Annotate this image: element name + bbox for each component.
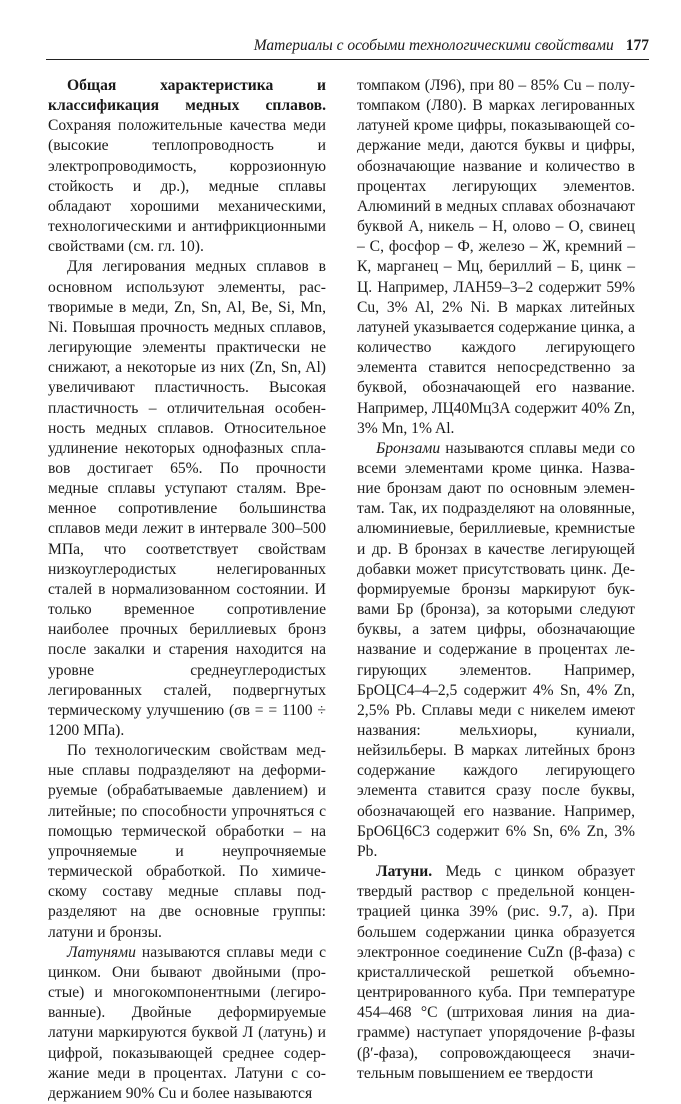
term-bronze: Бронзами xyxy=(376,439,441,457)
page-number: 177 xyxy=(625,37,649,54)
term-brass: Латунями xyxy=(67,943,136,961)
paragraph-bronze-definition xyxy=(357,439,635,862)
left-column xyxy=(48,76,326,1104)
paragraph-text: называются сплавы меди с цинком. Они бывают двойными (простые) и многокомпонентными (легированные). Двойные деформируемые латуни маркируются буквой Л (латунь) и цифрой, показывающей среднее содержание меди в процентах. Латуни с содержанием 90% Cu и более называются xyxy=(48,943,326,1102)
section-heading: Общая характеристика и классификация медных сплавов. xyxy=(48,77,326,115)
paragraph-brass-definition xyxy=(48,943,326,1104)
right-column xyxy=(357,76,635,1084)
running-header xyxy=(46,33,649,60)
paragraph-tech-properties xyxy=(48,741,326,943)
paragraph-brass-marking xyxy=(357,76,635,439)
paragraph-text: Для легирования медных сплавов в основном используют элементы, растворимые в меди, Zn, Sn, Al, Be, Si, Mn, Ni. Повышая прочность медных сплавов, легирующие элементы практически не снижают, а некоторые из них (Zn, Sn, Al) увеличивают пластичность. Высокая пластичность – отличительная особенность медных сплавов. Относительное удлинение некоторых однофазных сплавов достигает 65%. По прочности медные сплавы уступают сталям. Временное сопротивление большинства сплавов меди лежит в интервале 300–500 МПа, что соответствует свойствам низкоуглеродистых нелегированных сталей в нормализованном состоянии. И только временное сопротивление наиболее прочных бериллиевых бронз после закалки и старения находится на уровне среднеуглеродистых легированных сталей, подвергнутых термическому улучшению (σв = = 1100 ÷ 1200 МПа). xyxy=(48,258,326,739)
paragraph-text: Медь с цинком образует твердый раствор с предельной концентрацией цинка 39% (рис. 9.7, а). При большем содержании цинка образуется электронное соединение CuZn (β-фаза) с кристаллической решеткой объемноцентрированного куба. При температуре 454–468 °С (штриховая линия на диаграмме) наступает упорядочение β-фазы (β′-фаза), сопровождающееся значительным повышением ее твердости xyxy=(357,863,635,1082)
paragraph-brass-structure xyxy=(357,862,635,1084)
paragraph-text: называются сплавы меди со всеми элементами кроме цинка. Название бронзам дают по основным элементам. Так, их подразделяют на оловянные, алюминиевые, бериллиевые, кремнистые и др. В бронзах в качестве легирующей добавки может присутствовать цинк. Деформируемые бронзы маркируют буквами Бр (бронза), за которыми следуют буквы, а затем цифры, обозначающие название и содержание в процентах легирующих элементов. Например, БрОЦС4–4–2,5 содержит 4% Sn, 4% Zn, 2,5% Pb. Сплавы меди с никелем имеют названия: мельхиоры, куниали, нейзильберы. В марках литейных бронз содержание каждого легирующего элемента ставится сразу после буквы, обозначающей его название. Например, БрО6Ц6С3 содержит 6% Sn, 6% Zn, 3% Pb. xyxy=(357,439,635,860)
section-heading-brass: Латуни. xyxy=(376,863,433,881)
paragraph-text: томпаком (Л96), при 80 – 85% Cu – полутомпаком (Л80). В марках легированных латуней кроме цифры, показывающей содержание меди, даются буквы и цифры, обозначающие название и количество в процентах легирующих элементов. Алюминий в медных сплавах обозначают буквой А, никель – Н, олово – О, свинец – С, фосфор – Ф, железо – Ж, кремний – К, марганец – Мц, бериллий – Б, цинк – Ц. Например, ЛАН59–3–2 содержит 59% Cu, 3% Al, 2% Ni. В марках литейных латуней указывается содержание цинка, а количество каждого легирующего элемента ставится непосредственно за буквой, обозначающей его название. Например, ЛЦ40Мц3А содержит 40% Zn, 3% Mn, 1% Al. xyxy=(357,77,635,437)
header-title: Материалы с особыми технологическими свойствами xyxy=(253,37,614,54)
paragraph-text: По технологическим свойствам медные сплавы подразделяют на деформируемые (обрабатываемые давлением) и литейные; по способности упрочняться с помощью термической обработки – на упрочняемые и неупрочняемые термической обработкой. По химическому составу медные сплавы подразделяют на две основные группы: латуни и бронзы. xyxy=(48,742,326,941)
paragraph-alloying xyxy=(48,257,326,741)
paragraph-text: Сохраняя положительные качества меди (высокие теплопроводность и электропроводимость, коррозионную стойкость и др.), медные сплавы обладают хорошими механическими, технологическими и антифрикционными свойствами (см. гл. 10). xyxy=(48,117,326,256)
paragraph-classification xyxy=(48,76,326,257)
